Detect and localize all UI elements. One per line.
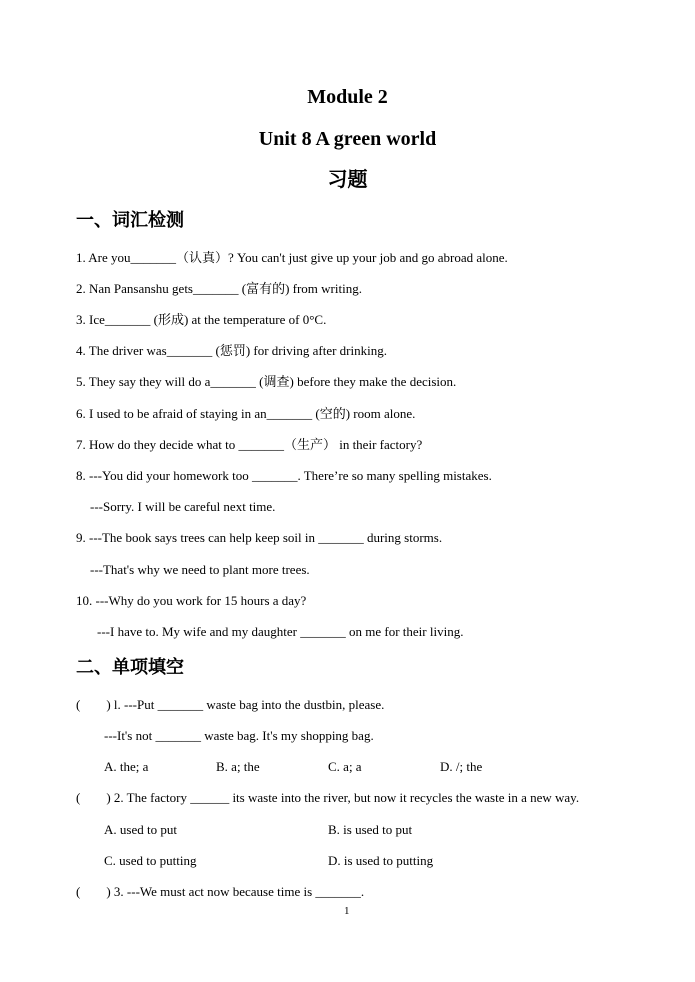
vocab-item: 5. They say they will do a_______ (调查) before they make the decision. xyxy=(76,374,457,389)
vocab-item: 7. How do they decide what to _______（生产） in their factory? xyxy=(76,437,423,452)
question-line: ---It's not _______ waste bag. It's my shopping bag. xyxy=(104,728,374,743)
option: B. is used to put xyxy=(328,822,413,837)
vocab-item-reply: ---Sorry. I will be careful next time. xyxy=(90,499,276,514)
vocab-item: 3. Ice_______ (形成) at the temperature of 0°C. xyxy=(76,312,327,327)
vocab-item: 4. The driver was_______ (惩罚) for driving after drinking. xyxy=(76,343,387,358)
section-heading-choice: 二、单项填空 xyxy=(76,657,184,678)
option: C. a; a xyxy=(328,759,362,774)
page-number: 1 xyxy=(344,905,350,917)
exercise-label: 习题 xyxy=(327,169,368,191)
option: C. used to putting xyxy=(104,853,197,868)
question-stem: ( ) 3. ---We must act now because time is _______. xyxy=(76,884,365,899)
vocab-item: 8. ---You did your homework too _______. There’re so many spelling mistakes. xyxy=(76,468,492,483)
vocab-item-reply: ---That's why we need to plant more trees. xyxy=(90,562,310,577)
vocab-item: 9. ---The book says trees can help keep soil in _______ during storms. xyxy=(76,530,443,545)
option: D. /; the xyxy=(440,759,483,774)
option: B. a; the xyxy=(216,759,260,774)
vocab-item: 6. I used to be afraid of staying in an_______ (空的) room alone. xyxy=(76,406,416,421)
vocab-item-reply: ---I have to. My wife and my daughter _______ on me for their living. xyxy=(97,624,464,639)
question-stem: ( ) 2. The factory ______ its waste into the river, but now it recycles the waste in a new way. xyxy=(76,790,580,805)
section-heading-vocabulary: 一、词汇检测 xyxy=(76,210,184,231)
option: A. the; a xyxy=(104,759,149,774)
option: A. used to put xyxy=(104,822,177,837)
option: D. is used to putting xyxy=(328,853,434,868)
unit-title: Unit 8 A green world xyxy=(258,128,437,150)
module-title: Module 2 xyxy=(307,86,388,108)
vocab-item: 10. ---Why do you work for 15 hours a day? xyxy=(76,593,307,608)
question-stem: ( ) l. ---Put _______ waste bag into the dustbin, please. xyxy=(76,697,385,712)
vocab-item: 2. Nan Pansanshu gets_______ (富有的) from writing. xyxy=(76,281,362,296)
vocab-item: 1. Are you_______（认真）? You can't just give up your job and go abroad alone. xyxy=(76,250,508,265)
